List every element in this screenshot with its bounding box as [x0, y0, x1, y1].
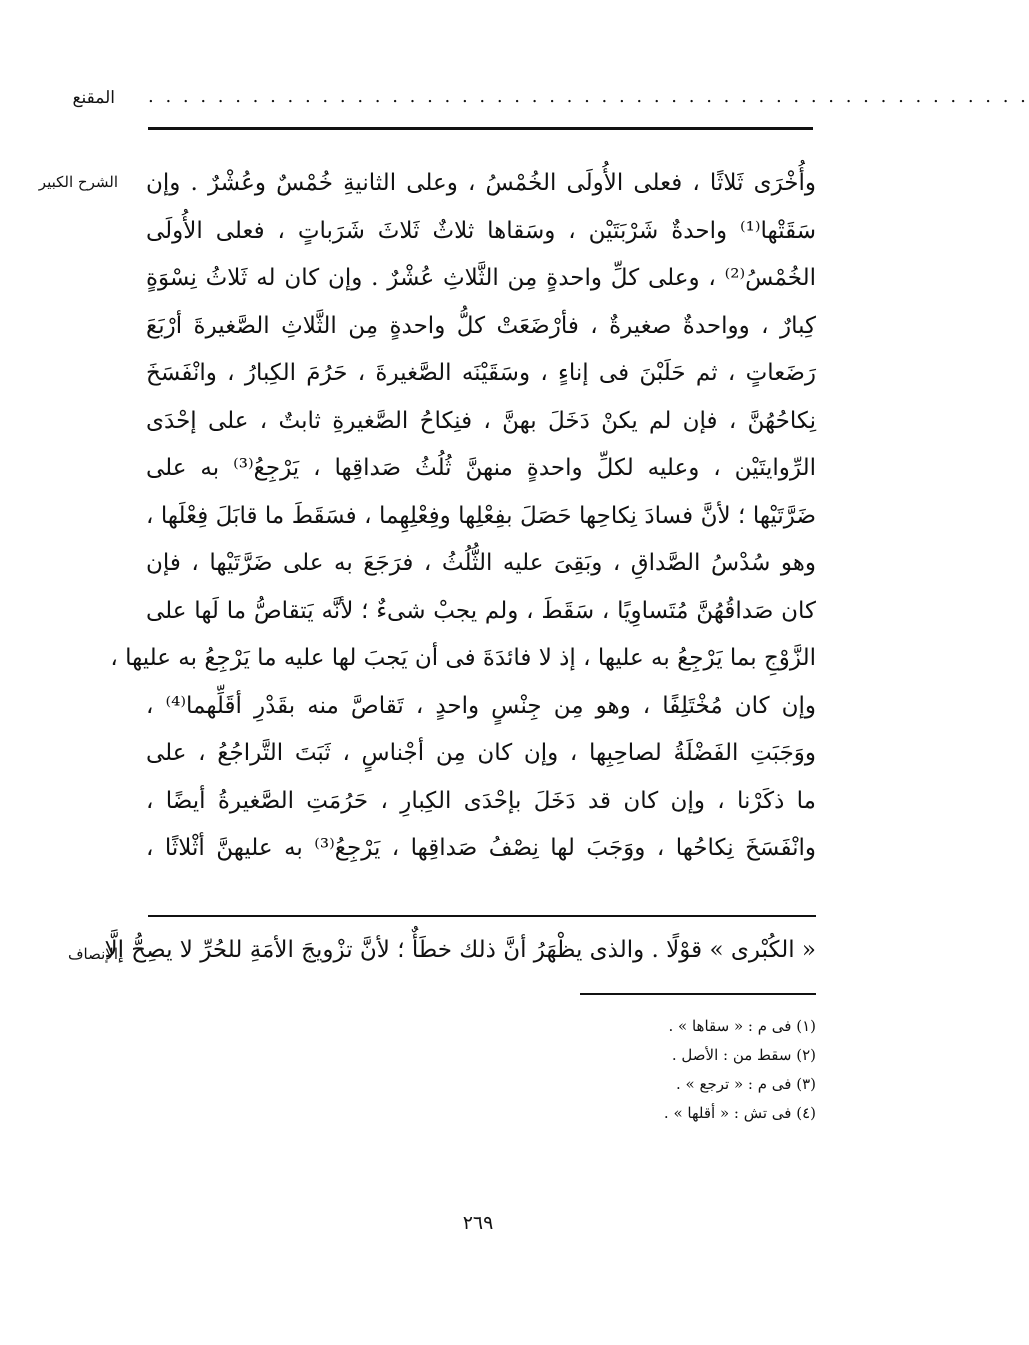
main-commentary-text: [110, 160, 816, 873]
text-line: ضَرَّتَيْها ؛ لأنَّ فسادَ نِكاحِها حَصَلَ بفِعْلِها وفِعْلِهِما ، فسَقَطَ ما قابَلَ فِعْلَها ،: [146, 502, 816, 529]
footnote-item: (١) فى م : « سقاها » .: [668, 1017, 816, 1035]
running-header-title: المقنع: [72, 88, 115, 108]
text-line: ما ذكَرْنا ، وإن كان قد دَخَلَ بإحْدَى الكِبارِ ، حَرُمَتِ الصَّغيرةُ أيضًا ،: [146, 787, 816, 814]
header-rule: [148, 127, 813, 130]
text-line: الزَّوْجِ بما يَرْجِعُ به عليها ، إذ لا فائدَةَ فى أن يَجبَ لها عليه ما يَرْجِعُ به عليها ،: [110, 645, 816, 671]
footnote-item: (٢) سقط من : الأصل .: [671, 1046, 816, 1064]
insaf-text: « الكُبْرى » قوْلًا . والذى يظْهَرُ أنَّ ذلك خطَأٌ ؛ لأنَّ تزْويجَ الأمَةِ للحُرِّ لا يصِحُّ إلَّا: [104, 937, 816, 963]
footnotes: [400, 1012, 816, 1128]
page-number: ٢٦٩: [462, 1212, 494, 1234]
text-line: نِكاحُهُنَّ ، فإن لم يكنْ دَخَلَ بهنَّ ، فنِكاحُ الصَّغيرةِ ثابتٌ ، على إحْدَى: [146, 407, 816, 434]
text-line: وانْفَسَخَ نِكاحُها ، ووَجَبَ لها نِصْفُ صَداقِها ، يَرْجِعُ⁽³⁾ به عليهنَّ أثْلاثًا ،: [146, 835, 816, 861]
text-line: الرِّوايتَيْن ، وعليه لكلِّ واحدةٍ منهنَّ ثُلُثُ صَداقِها ، يَرْجِعُ⁽³⁾ به على: [146, 455, 816, 481]
text-line: الخُمْسُ⁽²⁾ ، وعلى كلِّ واحدةٍ مِن الثَّلاثِ عُشْرٌ . وإن كان له ثَلاثُ نِسْوَةٍ: [146, 265, 816, 291]
text-line: وهو سُدْسُ الصَّداقِ ، وبَقِىَ عليه الثُّلُثُ ، فرَجَعَ به على ضَرَّتَيْها ، فإن: [146, 550, 816, 576]
footnote-rule: [580, 993, 816, 995]
text-line: ووَجَبَتِ الفَضْلَةُ لصاحِبِها ، وإن كان مِن أجْناسٍ ، ثَبَتَ التَّراجُعُ ، على: [146, 740, 816, 766]
text-line: وإن كان مُخْتَلِفًا ، وهو مِن جِنْسٍ واحدٍ ، تَقاصَّ منه بقَدْرِ أقَلِّهما⁽⁴⁾ ،: [146, 692, 816, 719]
margin-label-sharh: الشرح الكبير: [38, 173, 118, 191]
margin-label-insaf: الإنصاف: [67, 945, 118, 963]
text-line: رَضَعاتٍ ، ثم حَلَبْنَ فى إناءٍ ، وسَقَيْنَه الصَّغيرةَ ، حَرُمَ الكِبارُ ، وانْفَسَخَ: [146, 360, 816, 386]
header-dotted-leader: . . . . . . . . . . . . . . . . . . . . . . . . . . . . . . . . . . . . . . . . . . . . . . . . . . .: [148, 86, 1029, 107]
text-line: وأُخْرَى ثَلاثًا ، فعلى الأُولَى الخُمْسُ ، وعلى الثانيةِ خُمْسٌ وعُشْرٌ . وإن: [146, 170, 816, 196]
footnote-item: (٤) فى تش : « أقلها » .: [663, 1104, 816, 1122]
text-line: كان صَداقُهُنَّ مُتَساوِيًا ، سَقَطَ ، ولم يجبْ شىءٌ ؛ لأنَّه يَتقاصُّ ما لَها على: [146, 597, 816, 624]
footnote-item: (٣) فى م : « ترجع » .: [676, 1075, 816, 1093]
text-line: سَقَتْها⁽¹⁾ واحدةٌ شَرْبَتَيْن ، وسَقاها ثلاثٌ ثَلاثَ شَرَباتٍ ، فعلى الأُولَى: [146, 217, 816, 244]
text-line: كِبارٌ ، وواحدةٌ صغيرةٌ ، فأرْضَعَتْ كلُّ واحدةٍ مِن الثَّلاثِ الصَّغيرةَ أرْبَعَ: [146, 312, 816, 339]
section-divider: [148, 915, 816, 917]
